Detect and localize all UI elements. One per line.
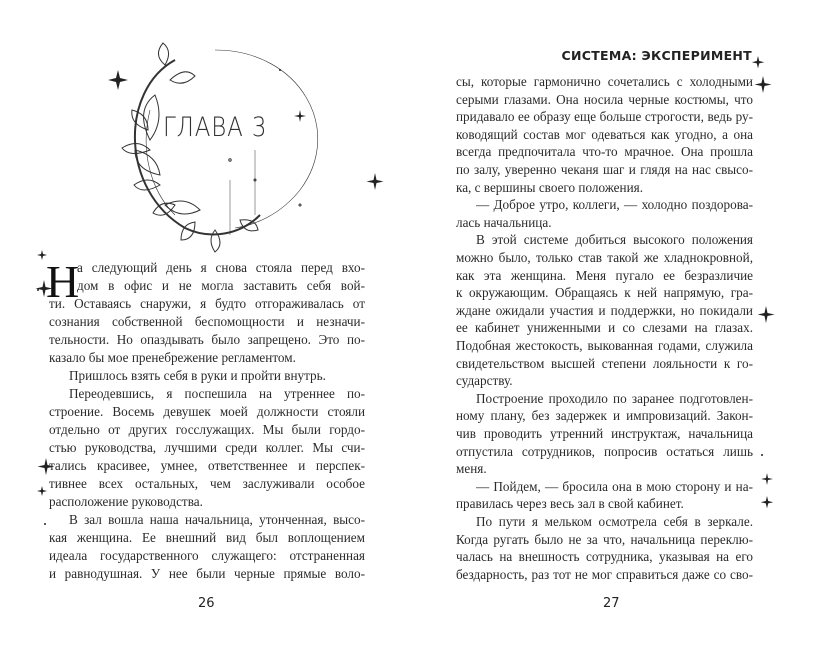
- text-line: дом в офис и не могла заставить себя вой-: [77, 278, 365, 293]
- text-line: стью руководства, лучшими среди коллег. Мы счи-: [49, 440, 365, 455]
- text-line: Пришлось взять себя в руки и пройти внутрь.: [69, 368, 326, 383]
- text-line: — Пойдем, — бросила она в мою сторону и на-: [476, 478, 753, 494]
- running-header: СИСТЕМА: ЭКСПЕРИМЕНТ: [561, 48, 752, 63]
- text-line: кая женщина. Ее внешний вид был воплощением: [49, 530, 365, 545]
- text-line: по залу, уверенно чеканя шаг и глядя на нас свысо-: [456, 162, 753, 177]
- text-line: Переодевшись, я поспешила на утреннее по-: [69, 386, 365, 401]
- text-line: — Доброе утро, коллеги, — холодно поздорова-: [476, 197, 753, 213]
- text-line: и равнодушная. У нее были черные прямые воло-: [49, 566, 365, 581]
- text-line: расположение руководства.: [49, 494, 203, 509]
- text-line: отдельно от других госслужащих. Мы были гордо-: [49, 422, 365, 437]
- text-line: бездарность, раз тот не мог справиться даже со сво-: [456, 566, 753, 582]
- drop-cap: Н: [46, 256, 80, 307]
- text-line: ждане ожидали участия и поддержки, но покидали: [456, 302, 753, 318]
- text-line: свидетельством высшей степени лояльности к го-: [456, 355, 753, 371]
- text-line: меня.: [456, 461, 487, 477]
- text-line: тивнее всех остальных, чем заслуживали особое: [49, 476, 365, 491]
- text-line: правилась через весь зал в свой кабинет.: [456, 496, 684, 512]
- text-line: строение. Восемь девушек моей должности стояли: [49, 404, 365, 419]
- text-line: чалась на внешность сотрудника, указывая на его: [456, 549, 753, 565]
- text-line: придавало ее образу еще больше строгости, ведь ру-: [456, 109, 753, 125]
- text-line: казало бы мое пренебрежение регламентом.: [49, 350, 296, 365]
- text-line: Построение проходило по заранее подготовлен-: [476, 390, 753, 406]
- text-line: ее кабинет униженными и со слезами на глазах.: [456, 320, 753, 336]
- text-line: лась начальница.: [456, 214, 552, 230]
- text-line: всегда предпочитала что-то мрачное. Она прошла: [456, 144, 753, 160]
- text-line: ному плану, без задержек и импровизаций. Закон-: [456, 408, 753, 424]
- text-line: отпустила сотрудников, попросив остаться лишь: [456, 443, 753, 459]
- text-line: к окружающим. Обращаясь к ней напрямую, гра-: [456, 285, 753, 301]
- chapter-title: ГЛАВА 3: [163, 112, 268, 143]
- text-line: В этой системе добиться высокого положения: [476, 232, 753, 248]
- text-line: ководящий состав мог одеваться как угодно, а она: [456, 126, 753, 142]
- text-line: можно было, только став такой же хладнокровной,: [456, 250, 753, 265]
- text-line: сознания собственной беспомощности и незначи-: [49, 314, 365, 329]
- text-line: тельности. Но опаздывать было запрещено. Это по-: [49, 332, 365, 347]
- text-line: чив проводить утренний инструктаж, начальница: [456, 426, 753, 441]
- text-line: ти. Оставаясь снаружи, я будто отгораживалась от: [49, 296, 365, 311]
- text-line: Подобная жестокость, выкованная годами, служила: [456, 338, 753, 353]
- text-line: тались красивее, умнее, ответственнее и перспек-: [49, 458, 365, 473]
- text-line: ка, с вершины своего положения.: [456, 179, 643, 195]
- page-number-right: 27: [603, 596, 620, 611]
- text-line: сударству.: [456, 373, 513, 389]
- page-number-left: 26: [198, 596, 215, 611]
- text-line: серыми глазами. Она носила черные костюмы, что: [456, 91, 753, 107]
- text-line: сы, которые гармонично сочетались с холодными: [456, 74, 753, 89]
- text-line: Когда ругать было не за что, начальница переклю-: [456, 531, 753, 547]
- text-line: а следующий день я снова стояла перед вхо-: [77, 260, 365, 275]
- text-line: По пути я мельком осмотрела себя в зеркале.: [476, 514, 753, 529]
- right-page: [410, 0, 820, 662]
- text-line: идеала государственного служащего: отстраненная: [49, 548, 365, 563]
- text-line: В зал вошла наша начальница, утонченная, высо-: [69, 512, 365, 527]
- text-line: как эта женщина. Меня пугало ее безразличие: [456, 267, 753, 283]
